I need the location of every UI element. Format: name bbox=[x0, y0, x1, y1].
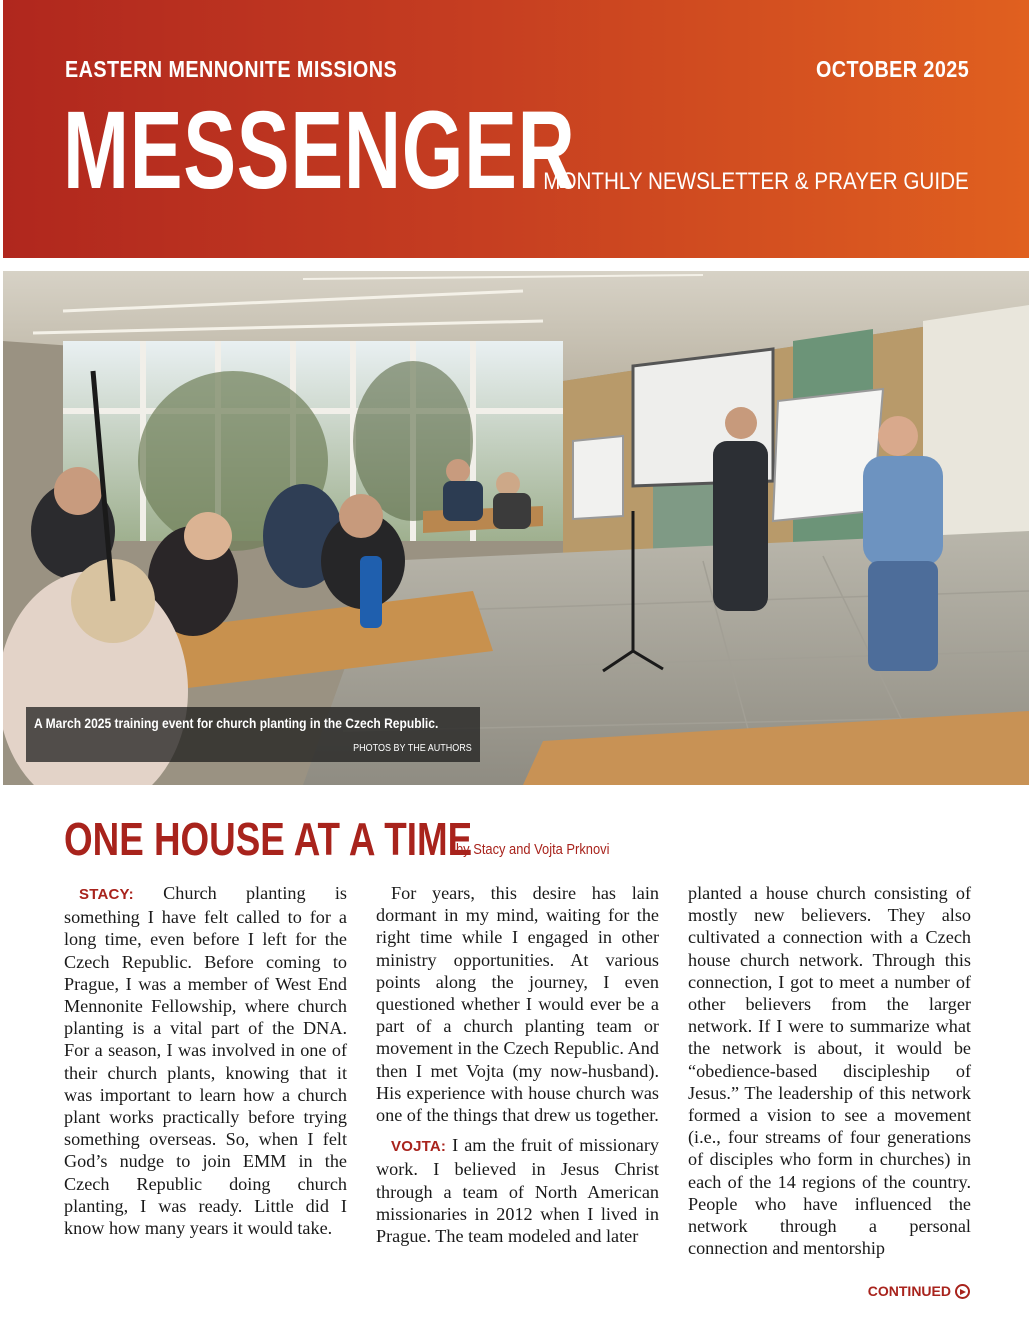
publication-title: MESSENGER bbox=[63, 89, 576, 212]
masthead bbox=[3, 0, 1029, 258]
continued-link[interactable] bbox=[868, 1283, 970, 1299]
speaker-label-stacy: STACY: bbox=[79, 886, 134, 903]
issue-date: OCTOBER 2025 bbox=[815, 56, 969, 82]
continued-label: CONTINUED bbox=[867, 1283, 951, 1299]
paragraph-text: Church planting is something I have felt called to for a long time, even before I left for the Czech Republic. Before coming to Prague, I was a member of West End Mennonite Fellowship, where church planting is a vital part of the DNA. For a season, I was involved in one of their church plants, knowing that it was important to learn how a church plant works practically before trying something overseas. So, when I felt God’s nudge to join EMM in the Czech Republic doing church planting, I was ready. Little did I know how many years it would take. bbox=[64, 883, 348, 1239]
arrow-right-circle-icon bbox=[955, 1284, 970, 1299]
publication-tagline: MONTHLY NEWSLETTER & PRAYER GUIDE bbox=[543, 168, 969, 195]
article-column-3 bbox=[688, 882, 971, 1259]
paragraph: planted a house church consisting of mostly new believers. They also cultivated a connection with a Czech house church network. Through this connection, I got to meet a number of other believers from the larger network. If I were to summarize what the network is about, it would be “obedience-based discipleship of Jesus.” The leadership of this network formed a vision to see a movement (i.e., four streams of four generations of disciples who form in churches) in each of the 14 regions of the country. People who have influenced the network through a personal connection and mentorship bbox=[688, 883, 971, 1259]
photo-credit: PHOTOS BY THE AUTHORS bbox=[353, 743, 472, 754]
article-column-2 bbox=[376, 882, 659, 1247]
article-column-1 bbox=[64, 882, 347, 1239]
photo-caption: A March 2025 training event for church planting in the Czech Republic. bbox=[34, 715, 439, 731]
paragraph-text: I am the fruit of missionary work. I believed in Jesus Christ through a team of North American missionaries in 2012 when I lived in Prague. The team modeled and later bbox=[376, 1135, 660, 1247]
organization-name: EASTERN MENNONITE MISSIONS bbox=[65, 56, 398, 82]
paragraph: For years, this desire has lain dormant in my mind, waiting for the right time while I engaged in other ministry opportunities. At various points along the journey, I even questioned whether I would ever be a part of a church planting team or movement in the Czech Republic. And then I met Vojta (my now-husband). His experience with house church was one of the things that drew us together. bbox=[376, 883, 659, 1126]
stacy-paragraph bbox=[64, 882, 347, 1239]
vojta-paragraph bbox=[376, 1134, 659, 1247]
article-byline: by Stacy and Vojta Prknovi bbox=[456, 841, 610, 858]
speaker-label-vojta: VOJTA: bbox=[391, 1138, 447, 1156]
photo-caption-box bbox=[26, 707, 480, 762]
article-title: ONE HOUSE AT A TIME bbox=[64, 813, 473, 865]
feature-photo bbox=[3, 271, 1029, 785]
